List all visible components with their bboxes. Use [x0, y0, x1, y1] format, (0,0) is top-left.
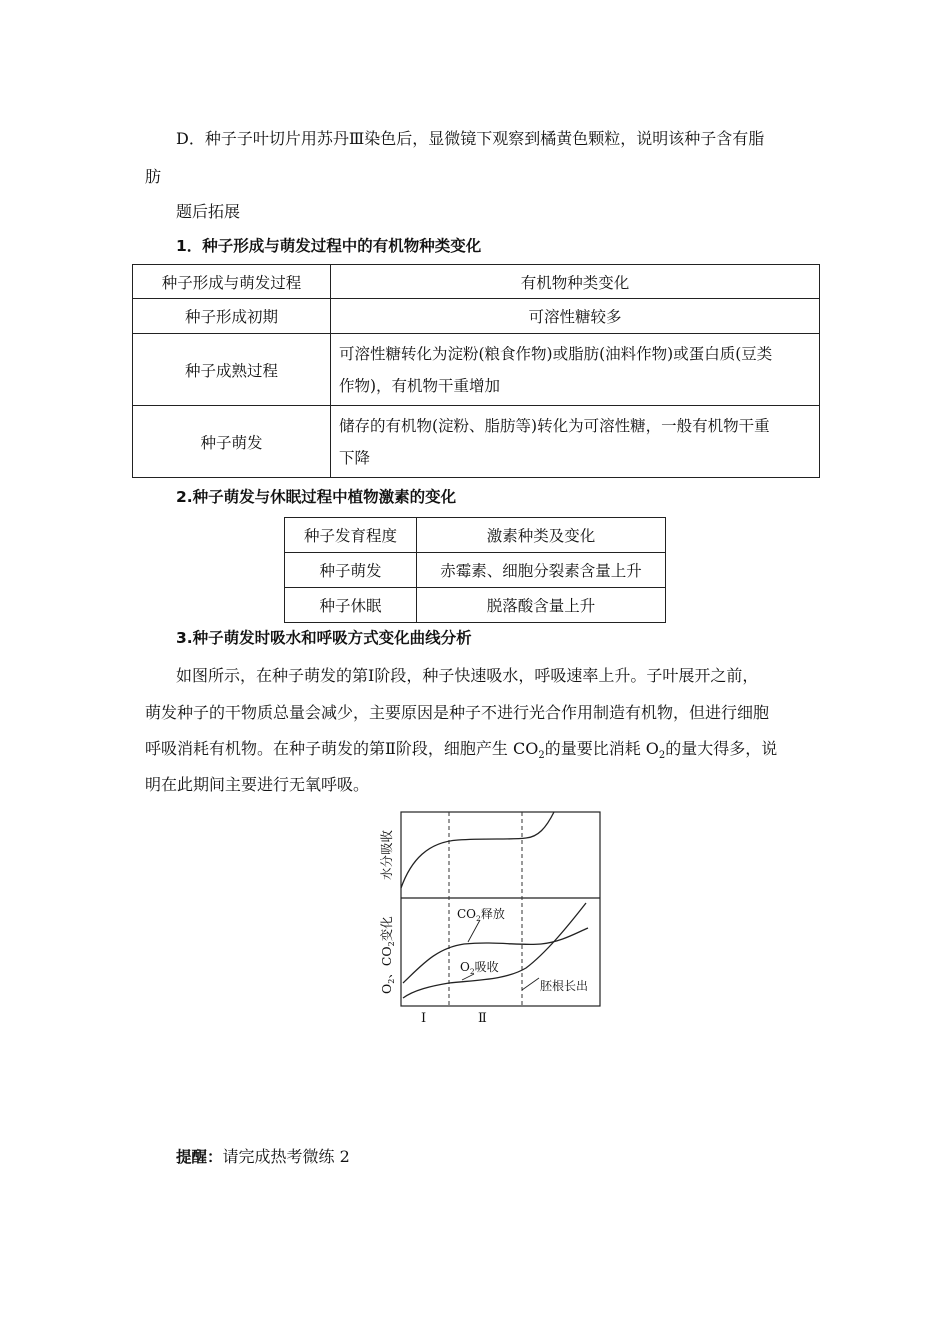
header-cell: 种子发育程度 — [285, 518, 417, 553]
change-cell — [331, 406, 820, 478]
co2-release-label — [457, 907, 505, 923]
water-uptake-ylabel: 水分吸收 — [379, 829, 394, 880]
stage-cell: 种子萌发 — [133, 406, 331, 478]
text-run: 呼吸消耗有机物。在种子萌发的第Ⅱ阶段，细胞产生 CO — [145, 739, 539, 758]
section3-line3 — [145, 739, 777, 766]
stage-cell: 种子萌发 — [285, 553, 417, 588]
ylabel-part: 、CO — [379, 946, 394, 979]
gas-change-ylabel — [379, 916, 396, 994]
option-d-line2: 肪 — [145, 167, 162, 186]
section3-heading: 3.种子萌发时吸水和呼吸方式变化曲线分析 — [176, 629, 472, 647]
subscript: 2 — [538, 750, 545, 762]
change-line: 储存的有机物(淀粉、脂肪等)转化为可溶性糖，一般有机物干重 — [339, 416, 770, 435]
co2-leader-line — [468, 920, 480, 942]
ylabel-part: O — [379, 983, 394, 994]
text-run: 的量要比消耗 O — [544, 739, 659, 758]
o2-uptake-label — [460, 959, 499, 976]
table-hormones — [284, 517, 666, 623]
germination-curve-figure — [376, 808, 606, 1030]
section3-line2: 萌发种子的干物质总量会减少，主要原因是种子不进行光合作用制造有机物，但进行细胞 — [145, 703, 770, 722]
table-row — [285, 553, 666, 588]
table-header-row — [133, 265, 820, 299]
option-d-line1: D．种子子叶切片用苏丹Ⅲ染色后，显微镜下观察到橘黄色颗粒，说明该种子含有脂 — [176, 129, 765, 148]
subscript: 2 — [476, 914, 481, 923]
header-cell: 激素种类及变化 — [417, 518, 666, 553]
label-part: O — [460, 960, 470, 974]
label-part: 吸收 — [474, 960, 499, 974]
section3-line1: 如图所示，在种子萌发的第Ⅰ阶段，种子快速吸水，呼吸速率上升。子叶展开之前， — [176, 666, 759, 685]
header-cell: 有机物种类变化 — [331, 265, 820, 299]
section2-heading: 2.种子萌发与休眠过程中植物激素的变化 — [176, 488, 457, 506]
change-line: 作物)，有机物干重增加 — [339, 376, 501, 395]
stage-cell: 种子休眠 — [285, 588, 417, 623]
reminder-text: 请完成热考微练 2 — [222, 1147, 350, 1166]
subscript: 2 — [658, 750, 666, 762]
radicle-emergence-label: 胚根长出 — [540, 979, 589, 993]
text-run: 的量大得多，说 — [665, 739, 778, 758]
co2-release-curve — [403, 928, 588, 983]
table-row — [133, 299, 820, 334]
extension-title: 题后拓展 — [176, 202, 241, 221]
label-part: 释放 — [480, 907, 505, 921]
reminder-label: 提醒： — [176, 1148, 223, 1166]
reminder — [176, 1147, 350, 1167]
change-line: 可溶性糖转化为淀粉(粮食作物)或脂肪(油料作物)或蛋白质(豆类 — [339, 344, 773, 363]
header-cell: 种子形成与萌发过程 — [133, 265, 331, 299]
stage-1-label: Ⅰ — [421, 1011, 427, 1026]
stage-cell: 种子成熟过程 — [133, 334, 331, 406]
water-uptake-curve — [401, 812, 554, 888]
subscript: 2 — [469, 967, 475, 976]
change-line: 下降 — [339, 448, 371, 467]
table-organic-matter — [132, 264, 820, 478]
table-row — [133, 334, 820, 406]
stage-cell: 种子形成初期 — [133, 299, 331, 334]
change-cell: 可溶性糖较多 — [331, 299, 820, 334]
radicle-leader-line — [522, 978, 539, 990]
ylabel-part: 变化 — [379, 916, 394, 942]
section3-line4: 明在此期间主要进行无氧呼吸。 — [145, 775, 370, 794]
section1-heading: 1．种子形成与萌发过程中的有机物种类变化 — [176, 237, 482, 255]
subscript: 2 — [387, 941, 396, 947]
label-part: CO — [457, 907, 477, 921]
change-cell: 赤霉素、细胞分裂素含量上升 — [417, 553, 666, 588]
stage-2-label: Ⅱ — [478, 1011, 487, 1026]
table-row — [133, 406, 820, 478]
table-row — [285, 588, 666, 623]
table-header-row — [285, 518, 666, 553]
subscript: 2 — [387, 978, 396, 984]
change-cell — [331, 334, 820, 406]
change-cell: 脱落酸含量上升 — [417, 588, 666, 623]
